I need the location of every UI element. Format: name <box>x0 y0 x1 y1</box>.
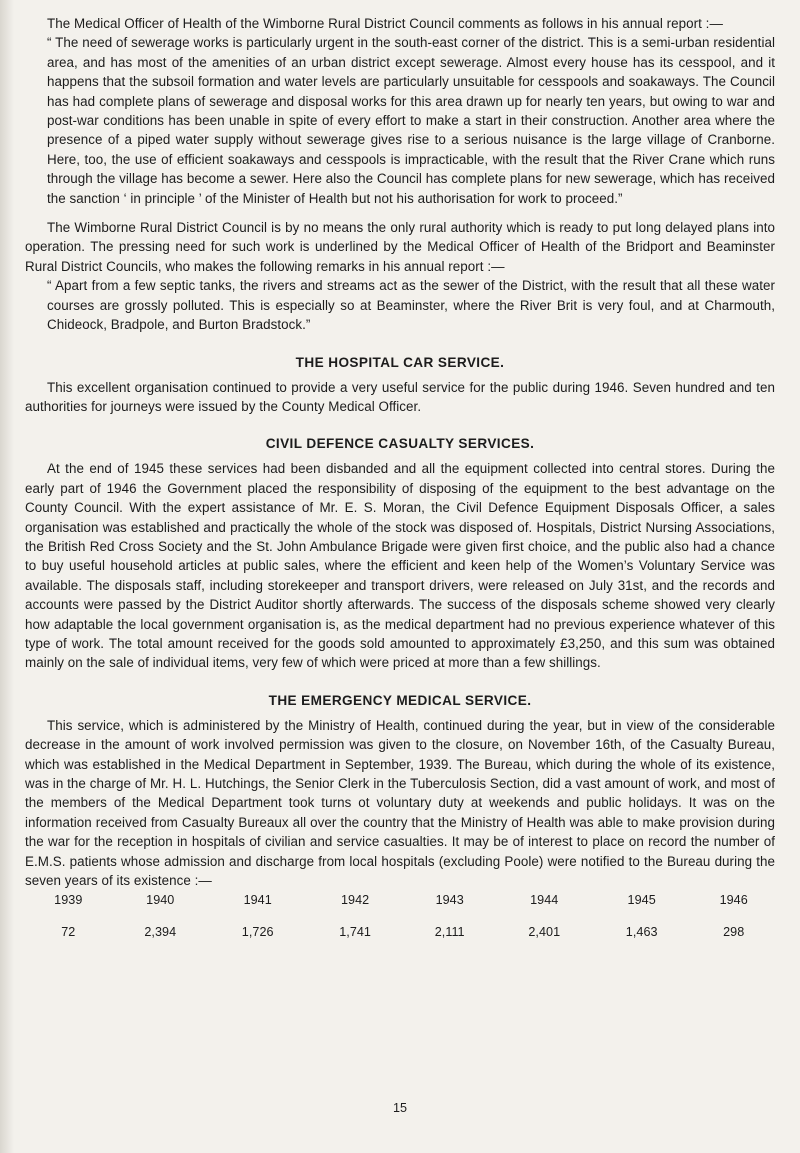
count-cell: 72 <box>61 924 76 939</box>
year-cell: 1941 <box>243 892 272 907</box>
year-cell: 1942 <box>340 892 370 907</box>
table-row <box>25 922 777 942</box>
emergency-heading: THE EMERGENCY MEDICAL SERVICE. <box>268 692 532 708</box>
hospital-car-paragraph: This excellent organisation continued to provide a very useful service for the public during 1946. Seven hundred and ten authorities for journeys were issued by the County Medical Officer. <box>25 379 775 414</box>
bridport-paragraph: The Wimborne Rural District Council is by no means the only rural authority which is ready to put long delayed plans into operation. The pressing need for such work is underlined by the Medical Officer of Health of the Bridport and Beaminster Rural District Councils, who makes the following remarks in his annual report :— <box>25 220 775 274</box>
hospital-car-heading: THE HOSPITAL CAR SERVICE. <box>295 354 505 370</box>
intro-paragraph: The Medical Officer of Health of the Wimborne Rural District Council comments as follows in his annual report :— <box>47 16 723 31</box>
year-cell: 1939 <box>54 892 83 907</box>
year-cell: 1944 <box>530 892 559 907</box>
year-cell: 1945 <box>627 892 656 907</box>
page-edge-shadow <box>0 0 14 1153</box>
count-cell: 1,726 <box>241 924 274 939</box>
page-content <box>25 14 775 942</box>
wimborne-quote: “ The need of sewerage works is particularly urgent in the south-east corner of the district. This is a semi-urban residential area, and has most of the amenities of an urban district except sewerage. Almost every house has its cesspool, and it happens that the subsoil formation and water levels are particularly unsuitable for cesspools and soakaways. The Council has had complete plans of sewerage and disposal works for this area drawn up for nearly ten years, but owing to war and post-war conditions has been unable in spite of every effort to make a start in their construction. Another area where the presence of a piped water supply without sewerage gives rise to a serious nuisance is the large village of Cranborne. Here, too, the use of efficient soakaways and cesspools is impracticable, with the result that the River Crane which runs through the village has become a sewer. Here also the Council has complete plans for new sewerage, which has received the sanction ‘ in principle ’ of the Minister of Health but not his authorisation for work to proceed.” <box>47 35 775 206</box>
page-number: 15 <box>392 1101 407 1115</box>
year-cell: 1940 <box>146 892 175 907</box>
year-cell: 1946 <box>719 892 748 907</box>
year-cell: 1943 <box>435 892 464 907</box>
count-cell: 1,463 <box>625 924 658 939</box>
civil-defence-paragraph: At the end of 1945 these services had been disbanded and all the equipment collected into central stores. During the early part of 1946 the Government placed the responsibility of disposing of the equipment to the best advantage on the County Council. With the expert assistance of Mr. E. S. Moran, the Civil Defence Equipment Disposals Officer, a sales organisation was established and practically the whole of the stock was disposed of. Hospitals, District Nursing Associations, the British Red Cross Society and the St. John Ambulance Brigade were given first choice, and the public also had a chance to buy useful household articles at public sales, where the efficient and keen help of the Women’s Voluntary Service was available. The disposals staff, including storekeeper and transport drivers, were released on July 31st, and the records and accounts were passed by the District Auditor shortly afterwards. The success of the disposals scheme showed very clearly how adaptable the local government organisation is, as the medical department had no previous experience whatever of this type of work. The total amount received for the goods sold amounted to approximately £3,250, and this sum was obtained mainly on the sale of individual items, very few of which were priced at more than a few shillings. <box>25 461 775 671</box>
count-cell: 1,741 <box>339 924 371 939</box>
count-cell: 2,111 <box>434 924 465 939</box>
bridport-quote: “ Apart from a few septic tanks, the rivers and streams act as the sewer of the District, with the result that all these water courses are grossly polluted. This is especially so at Beaminster, where the River Brit is very foul, and at Charmouth, Chideock, Bradpole, and Burton Bradstock.” <box>47 278 775 333</box>
emergency-paragraph: This service, which is administered by the Ministry of Health, continued during the year, but in view of the considerable decrease in the amount of work involved permission was given to the closure, on November 16th, of the Casualty Bureau, which was established in the Medical Department in September, 1939. The Bureau, which during the whole of its existence, was in the charge of Mr. H. L. Hutchings, the Senior Clerk in the Tuberculosis Section, did a vast amount of work, and most of the members of the Medical Department took turns ot voluntary duty at weekends and public holidays. It was on the information received from Casualty Bureaux all over the country that the Ministry of Health was able to make provision during the war for the reception in hospitals of civilian and service casualties. It may be of interest to place on record the number of E.M.S. patients whose admission and discharge from local hospitals (excluding Poole) were notified to the Bureau during the seven years of its existence :— <box>25 717 775 889</box>
count-cell: 2,401 <box>528 924 561 939</box>
count-cell: 298 <box>723 924 745 939</box>
civil-defence-heading: CIVIL DEFENCE CASUALTY SERVICES. <box>265 436 535 452</box>
count-cell: 2,394 <box>144 924 177 939</box>
table-header-row <box>25 890 777 910</box>
ems-patients-table <box>25 890 777 942</box>
